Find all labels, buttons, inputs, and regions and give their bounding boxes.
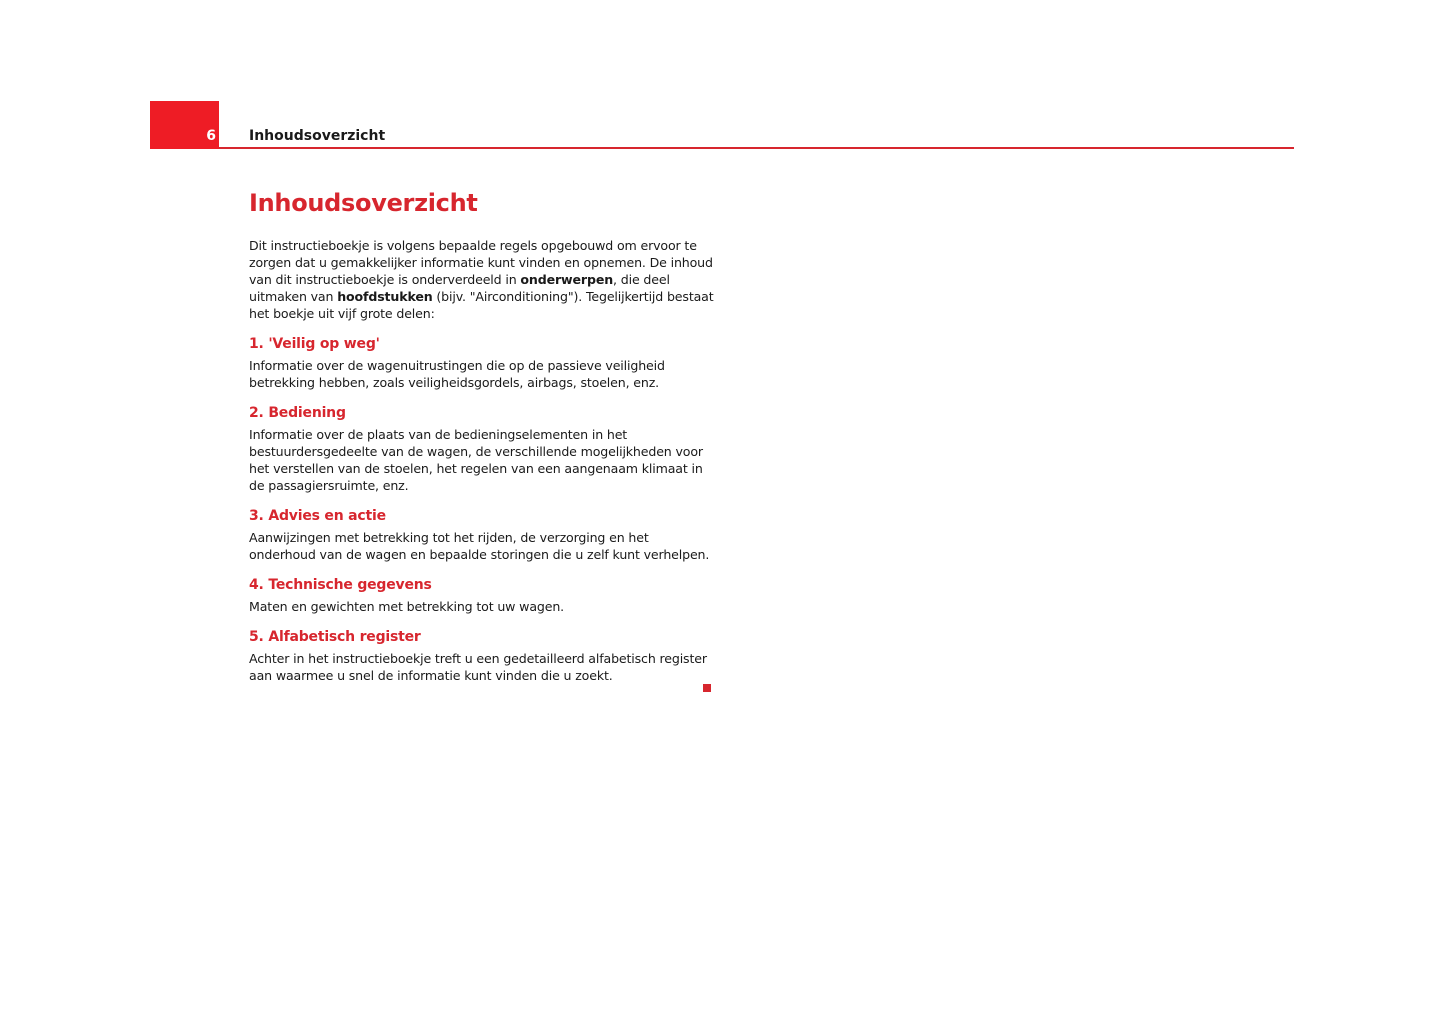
section-text: Maten en gewichten met betrekking tot uw wagen. bbox=[249, 599, 565, 614]
intro-text-part-2: , die deel uitmaken van bbox=[249, 272, 670, 304]
section-title: 3. Advies en actie bbox=[249, 508, 386, 524]
section-text: Achter in het instructieboekje treft u een gedetailleerd alfabetisch register aan waarmee u snel de informatie kunt vinden die u zoekt. bbox=[249, 651, 707, 683]
section-alfabetisch-register bbox=[249, 627, 719, 684]
section-advies-en-actie bbox=[249, 506, 719, 563]
section-technische-gegevens bbox=[249, 575, 719, 615]
section-bediening bbox=[249, 403, 719, 494]
section-text: Aanwijzingen met betrekking tot het rijden, de verzorging en het onderhoud van de wagen en bepaalde storingen die u zelf kunt verhelpen. bbox=[249, 530, 710, 562]
page-number: 6 bbox=[206, 128, 216, 144]
end-of-section-marker-icon bbox=[703, 684, 711, 692]
intro-paragraph bbox=[249, 237, 719, 322]
main-content bbox=[249, 186, 719, 684]
section-text: Informatie over de plaats van de bedieningselementen in het bestuurdersgedeelte van de wagen, de verschillende mogelijkheden voor het verstellen van de stoelen, het regelen van een aangenaam klimaat in de passagiersruimte, enz. bbox=[249, 427, 703, 493]
header-divider bbox=[219, 147, 1294, 149]
intro-bold-hoofdstukken: hoofdstukken bbox=[337, 289, 433, 304]
section-text: Informatie over de wagenuitrustingen die op de passieve veiligheid betrekking hebben, zoals veiligheidsgordels, airbags, stoelen, enz. bbox=[249, 358, 665, 390]
section-title: 5. Alfabetisch register bbox=[249, 629, 421, 645]
section-title: 2. Bediening bbox=[249, 405, 346, 421]
page-title: Inhoudsoverzicht bbox=[249, 189, 478, 217]
section-title: 1. 'Veilig op weg' bbox=[249, 336, 380, 352]
section-title: 4. Technische gegevens bbox=[249, 577, 432, 593]
intro-bold-onderwerpen: onderwerpen bbox=[520, 272, 614, 287]
section-veilig-op-weg bbox=[249, 334, 719, 391]
intro-text-part-1: Dit instructieboekje is volgens bepaalde regels opgebouwd om ervoor te zorgen dat u gemakkelijker informatie kunt vinden en opnemen. De inhoud van dit instructieboekje is onderverdeeld in bbox=[249, 238, 713, 287]
running-header-title: Inhoudsoverzicht bbox=[249, 128, 386, 144]
intro-text-part-3: (bijv. "Airconditioning"). Tegelijkertijd bestaat het boekje uit vijf grote delen: bbox=[249, 289, 714, 321]
